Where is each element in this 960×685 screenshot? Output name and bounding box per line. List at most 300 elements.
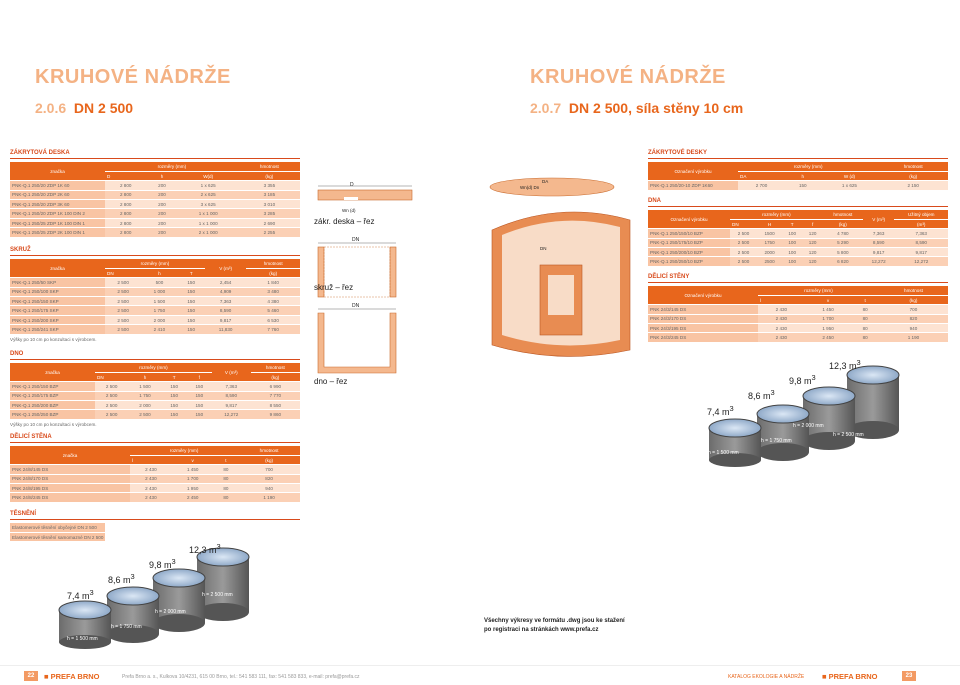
bottom-table [10, 363, 300, 420]
tank-volume-label: 8,6 $m^3$ [748, 388, 775, 401]
table-cell: 1 000 [141, 287, 177, 296]
table-cell: 2500 [757, 257, 782, 266]
col-DN: DN [95, 372, 128, 381]
table-cell: 820 [879, 314, 948, 323]
col-DN: DN [105, 268, 141, 277]
table-cell: 2 450 [172, 493, 214, 502]
cover-slab-outline [318, 190, 412, 200]
table-cell: 100 [782, 229, 802, 238]
ring-table [10, 259, 300, 335]
table-cell: 100 [782, 238, 802, 247]
table-cell: 2 500 [105, 287, 141, 296]
table-cell: 150 [187, 401, 212, 410]
iso-svg [480, 175, 640, 365]
table-cell: 2 500 [105, 325, 141, 334]
table-cell: 8,590 [205, 306, 246, 315]
dim-label-D: D [350, 182, 354, 188]
table-cell: 4,909 [205, 287, 246, 296]
table-cell: 7,363 [212, 382, 251, 391]
table-cell: 1 700 [805, 314, 852, 323]
table-row [10, 190, 300, 199]
table-cell: 80 [214, 474, 239, 483]
table-cell: 2 x 625 [178, 190, 239, 199]
col-Wd: W(d) [178, 171, 239, 180]
table-cell: 200 [146, 200, 177, 209]
table-cell: PNK-Q.1 250/150/10 BZP [648, 229, 730, 238]
table-row [648, 229, 948, 238]
table-cell: 1 x 625 [178, 181, 239, 190]
table-cell: 150 [162, 410, 187, 419]
bottom-section-label: dno – řez [314, 377, 348, 386]
tank-water [153, 569, 205, 587]
tank-water [59, 601, 111, 619]
table-cell: 12,272 [894, 257, 948, 266]
right-cover-slab-section [648, 150, 948, 191]
table-note: Výšky po 10 cm po konzultaci s výrobcem. [10, 421, 97, 427]
table-cell: 80 [214, 465, 239, 474]
table-cell: 2 150 [878, 181, 948, 190]
table-row [10, 465, 300, 474]
right-bottom-section [648, 198, 948, 267]
col-T: T [178, 268, 205, 277]
bottom-outline [318, 313, 396, 373]
left-subtitle-text: DN 2 500 [73, 100, 134, 116]
download-info-line1: Všechny výkresy ve formátu .dwg jsou ke stažení [484, 618, 625, 624]
table-cell: 1 840 [246, 278, 300, 287]
table-cell: PNK 24/3/195 DS [648, 324, 758, 333]
table-cell: PNK-Q.1 250/20-10 ZDP 1K60 [648, 181, 738, 190]
iso-label-dn: DN [540, 246, 547, 251]
tank-height-label: h = 1 750 mm [111, 624, 142, 630]
section-heading: DĚLICÍ STĚNY [648, 274, 690, 280]
table-cell: 100 [782, 248, 802, 257]
table-cell: 1 500 [141, 297, 177, 306]
table-cell: 2 500 [105, 306, 141, 315]
table-cell: 12,272 [212, 410, 251, 419]
table-cell: 4 780 [823, 229, 863, 238]
right-partition-table [648, 286, 948, 343]
table-row [10, 287, 300, 296]
table-cell: 120 [802, 248, 822, 257]
col-rozmery: rozměry (mm) [105, 162, 239, 171]
table-cell: PNK-Q.1 250/25 ZDP 1K 100 DIN 1 [10, 218, 105, 227]
dim-label-DN: DN [352, 237, 360, 243]
table-cell: 200 [146, 181, 177, 190]
right-subtitle-number: 2.0.7 [530, 100, 562, 116]
section-divider [10, 359, 300, 360]
table-cell: PNK-Q.1 250/20 ZDP 1K 60 [10, 181, 105, 190]
table-cell: 5 290 [823, 238, 863, 247]
section-divider [10, 158, 300, 159]
table-cell: 7 770 [251, 391, 300, 400]
table-cell: 2 500 [105, 278, 141, 287]
table-cell: PNK-Q.1 250/200 BZP [10, 401, 95, 410]
table-cell: 9,817 [863, 248, 895, 257]
col-rozmery: rozměry (mm) [758, 286, 879, 295]
table-cell: 8 550 [251, 401, 300, 410]
col-znacka: značka [10, 259, 105, 278]
col-hmotnost: hmotnost [879, 286, 948, 295]
table-cell: 1 450 [805, 305, 852, 314]
col-hmotnost: hmotnost [251, 363, 300, 372]
table-cell: 7,363 [863, 229, 895, 238]
table-cell: 2 500 [730, 238, 757, 247]
table-cell: 2 x 1 000 [178, 228, 239, 237]
cover-slab-table [10, 162, 300, 238]
seal-item: Elastomerové těsnění samomazné DN 2 500 [10, 532, 105, 541]
table-cell: 2 800 [105, 190, 146, 199]
cover-opening [344, 197, 358, 200]
footer-divider [0, 665, 960, 666]
left-seal-section [10, 511, 300, 542]
table-cell: 4 380 [246, 297, 300, 306]
table-cell: 2 800 [105, 209, 146, 218]
table-row [10, 493, 300, 502]
page-number-right: 23 [902, 671, 916, 681]
table-cell: 6 820 [823, 257, 863, 266]
table-cell: 1 x 1 000 [178, 209, 239, 218]
footer-contact: Prefa Brno a. s., Kulkova 10/4231, 615 00 Brno, tel.: 541 583 111, fax: 541 583 833, e-mail: prefa@prefa.cz [122, 674, 360, 680]
table-cell: 2 500 [95, 401, 128, 410]
table-cell: 700 [879, 305, 948, 314]
tank-water [709, 419, 761, 437]
table-cell: PNK-Q.1 250/150 BZP [10, 382, 95, 391]
table-cell: 12,272 [863, 257, 895, 266]
left-subtitle-number: 2.0.6 [35, 100, 67, 116]
table-cell: PNK-Q.1 250/175/10 BZP [648, 238, 730, 247]
table-row [648, 257, 948, 266]
table-cell: 150 [187, 382, 212, 391]
table-cell: 100 [782, 257, 802, 266]
dim-label-DN: DN [352, 303, 360, 309]
section-heading: DNO [10, 351, 24, 357]
table-cell: 7 760 [246, 325, 300, 334]
table-cell: 80 [851, 324, 879, 333]
table-cell: 1 x 1 000 [178, 218, 239, 227]
table-cell: 80 [851, 314, 879, 323]
table-cell: 9,817 [212, 401, 251, 410]
col-kg: (kg) [246, 268, 300, 277]
col-T: T [782, 219, 802, 228]
table-cell: PNK-Q.1 250/150 SKP [10, 297, 105, 306]
tank-volume-label: 7,4 $m^3$ [707, 404, 734, 417]
table-cell: 150 [187, 391, 212, 400]
table-cell: 2000 [757, 248, 782, 257]
logo-mark-icon: ■ [822, 672, 829, 681]
table-cell: PNK-Q.1 250/200/10 BZP [648, 248, 730, 257]
table-cell: 2 000 [128, 401, 161, 410]
table-cell: PNK-Q.1 250/175 BZP [10, 391, 95, 400]
tank-height-label: h = 2 500 mm [202, 592, 233, 598]
col-rozmery: rozměry (mm) [95, 363, 212, 372]
col-rozmery: rozměry (mm) [130, 446, 238, 455]
table-cell: 80 [851, 305, 879, 314]
ring-section-label: skruž – řez [314, 283, 354, 292]
table-cell: 150 [162, 391, 187, 400]
col-hmotnost: hmotnost [823, 210, 863, 219]
section-heading: ZÁKRYTOVÁ DESKA [10, 150, 70, 156]
col-rozmery: rozměry (mm) [105, 259, 205, 268]
table-cell: 80 [851, 333, 879, 342]
table-cell: 150 [178, 306, 205, 315]
table-cell: 2 700 [738, 181, 785, 190]
table-cell: 3 355 [239, 181, 300, 190]
tank-volume-label: 9,8 $m^3$ [789, 373, 816, 386]
table-cell: 700 [238, 465, 300, 474]
col-f: f [802, 219, 822, 228]
table-cell: 7,363 [205, 297, 246, 306]
table-cell: 150 [178, 287, 205, 296]
col-v: v [805, 295, 852, 304]
col-hmotnost: hmotnost [239, 162, 300, 171]
table-cell: 2 430 [758, 305, 805, 314]
col-h: h [146, 171, 177, 180]
table-cell: 1 500 [128, 382, 161, 391]
table-cell: 1 750 [141, 306, 177, 315]
table-cell: 120 [802, 257, 822, 266]
table-row [648, 314, 948, 323]
table-cell: 2 255 [239, 228, 300, 237]
table-cell: 2 430 [130, 474, 172, 483]
table-cell: 2 430 [758, 324, 805, 333]
table-cell: 1 190 [238, 493, 300, 502]
download-info-line2: po registraci na stránkách www.prefa.cz [484, 627, 599, 633]
left-bottom-section [10, 351, 300, 427]
company-logo-left: ■ PREFA BRNO [44, 672, 100, 681]
col-rozmery: rozměry (mm) [730, 210, 823, 219]
section-divider [648, 206, 948, 207]
isometric-tank-drawing [480, 175, 640, 365]
table-cell: 940 [879, 324, 948, 333]
table-row [10, 382, 300, 391]
table-row [10, 391, 300, 400]
section-divider [648, 282, 948, 283]
table-cell: 150 [178, 297, 205, 306]
table-cell: PNK-Q.1 250/175 SKP [10, 306, 105, 315]
dim-label-Wd: Wn (d) [342, 208, 356, 213]
table-cell: 2 500 [730, 257, 757, 266]
table-cell: 2 430 [758, 314, 805, 323]
col-volume: V (m³) [205, 259, 246, 278]
table-cell: 1 700 [172, 474, 214, 483]
table-row [10, 200, 300, 209]
table-cell: 2 430 [130, 484, 172, 493]
tank-water [107, 587, 159, 605]
table-cell: 150 [162, 401, 187, 410]
table-cell: 2 800 [105, 218, 146, 227]
table-cell: 1 450 [172, 465, 214, 474]
table-row [10, 315, 300, 324]
table-row [10, 325, 300, 334]
table-cell: 3 185 [239, 190, 300, 199]
table-cell: 150 [187, 410, 212, 419]
section-divider [648, 158, 948, 159]
right-tank-illustration [705, 358, 905, 468]
col-h: h [128, 372, 161, 381]
table-cell: 2 450 [805, 333, 852, 342]
table-cell: PNK-Q.1 250/20 ZDP 3K 60 [10, 200, 105, 209]
col-hmotnost: hmotnost [878, 162, 948, 171]
tank-height-label: h = 1 750 mm [761, 438, 792, 444]
table-cell: 2 000 [141, 315, 177, 324]
partition-table [10, 446, 300, 503]
col-DN: DN [730, 219, 757, 228]
table-row [10, 306, 300, 315]
iso-partition-opening [548, 275, 574, 315]
right-subtitle-text: DN 2 500, síla stěny 10 cm [568, 100, 744, 116]
table-cell: PNK 24/8/170 DS [10, 474, 130, 483]
table-row [10, 278, 300, 287]
col-f: f [187, 372, 212, 381]
table-row [648, 248, 948, 257]
section-heading: ZÁKRYTOVÉ DESKY [648, 150, 708, 156]
table-cell: PNK 24/8/195 DS [10, 484, 130, 493]
col-volume: V (m³) [212, 363, 251, 382]
table-cell: 2 500 [730, 229, 757, 238]
col-hmotnost: hmotnost [238, 446, 300, 455]
table-cell: 3 x 625 [178, 200, 239, 209]
col-oznaceni: Označení výrobku [648, 210, 730, 229]
table-cell: 1 190 [879, 333, 948, 342]
right-page-title: KRUHOVÉ NÁDRŽE [530, 66, 726, 88]
cross-section-drawings [300, 175, 420, 405]
col-v: v [172, 455, 214, 464]
col-Wd: W (d) [821, 171, 879, 180]
table-cell: 3 285 [239, 209, 300, 218]
left-partition-section [10, 434, 300, 503]
table-cell: PNK-Q.1 250/20 ZDP 2K 60 [10, 190, 105, 199]
table-cell: 2,454 [205, 278, 246, 287]
table-cell: 1 950 [172, 484, 214, 493]
table-cell: 8,590 [863, 238, 895, 247]
table-cell: PNK 24/3/145 DS [648, 305, 758, 314]
table-cell: 120 [802, 238, 822, 247]
tank-base [153, 614, 205, 632]
col-D: D [105, 171, 146, 180]
tank-volume-label: 12,3 $m^3$ [829, 358, 861, 371]
col-znacka: značka [10, 162, 105, 181]
table-cell: 150 [785, 181, 820, 190]
company-logo-right: ■ PREFA BRNO [822, 672, 878, 681]
col-oznaceni: Označení výrobku [648, 162, 738, 181]
right-page-subtitle [530, 100, 743, 116]
col-l: l [130, 455, 172, 464]
col-kg: (kg) [878, 171, 948, 180]
table-row [10, 484, 300, 493]
table-cell: 9 860 [251, 410, 300, 419]
section-divider [10, 255, 300, 256]
catalog-name: KATALOG EKOLOGIE A NÁDRŽE [728, 674, 805, 680]
table-cell: 150 [162, 382, 187, 391]
tank-volume-label: 12,3 $m^3$ [189, 542, 221, 555]
table-cell: 2 410 [141, 325, 177, 334]
table-row [10, 297, 300, 306]
left-page-title: KRUHOVÉ NÁDRŽE [35, 66, 231, 88]
table-cell: 1 750 [128, 391, 161, 400]
tank-volume-label: 7,4 $m^3$ [67, 588, 94, 601]
table-cell: 500 [141, 278, 177, 287]
table-row [10, 218, 300, 227]
table-cell: 7,363 [894, 229, 948, 238]
table-row [10, 209, 300, 218]
section-heading: DĚLICÍ STĚNA [10, 434, 52, 440]
iso-label-wd: Wn(d) Dn [520, 185, 540, 190]
table-row [648, 181, 948, 190]
col-kg: (kg) [879, 295, 948, 304]
tank-height-label: h = 2 000 mm [793, 423, 824, 429]
table-cell: PNK-Q.1 250/25 ZDP 2K 100 DIN 1 [10, 228, 105, 237]
table-cell: 940 [238, 484, 300, 493]
col-H: H [757, 219, 782, 228]
iso-label-da: DA [542, 179, 549, 184]
table-cell: 2 430 [758, 333, 805, 342]
col-rozmery: rozměry (mm) [738, 162, 878, 171]
col-kg: (kg) [251, 372, 300, 381]
table-cell: 1500 [757, 229, 782, 238]
section-divider [10, 519, 300, 520]
col-kg: (kg) [238, 455, 300, 464]
col-h: h [785, 171, 820, 180]
col-usable-unit: (m³) [894, 219, 948, 228]
table-cell: 2 500 [95, 382, 128, 391]
table-row [10, 228, 300, 237]
col-kg: (kg) [239, 171, 300, 180]
table-cell: 6 530 [246, 315, 300, 324]
col-usable: Užitný objem [894, 210, 948, 219]
seal-item: Elastomerové těsnění obyčejné DN 2 500 [10, 523, 105, 532]
table-cell: PNK-Q.1 250/250 BZP [10, 410, 95, 419]
table-cell: 80 [214, 493, 239, 502]
table-cell: PNK-Q.1 250/250/10 BZP [648, 257, 730, 266]
table-cell: 3 010 [239, 200, 300, 209]
tank-height-label: h = 2 000 mm [155, 609, 186, 615]
table-cell: 200 [146, 228, 177, 237]
iso-cover-slab [490, 178, 614, 196]
table-cell: PNK-Q.1 250/100 SKP [10, 287, 105, 296]
table-row [10, 474, 300, 483]
table-cell: PNK-Q.1 250/50 SKP [10, 278, 105, 287]
table-cell: 8,590 [894, 238, 948, 247]
table-cell: 2 500 [105, 315, 141, 324]
table-row [648, 238, 948, 247]
table-row [10, 181, 300, 190]
tank-water [757, 405, 809, 423]
table-cell: 2 690 [239, 218, 300, 227]
table-cell: PNK 24/3/245 DS [648, 333, 758, 342]
left-cover-slab-section [10, 150, 300, 238]
table-cell: 2 500 [105, 297, 141, 306]
page-number-left: 22 [24, 671, 38, 681]
col-oznaceni: Označení výrobku [648, 286, 758, 305]
table-cell: PNK-Q.1 250/241 SKP [10, 325, 105, 334]
tank-base [757, 443, 809, 461]
table-cell: 2 800 [105, 181, 146, 190]
table-cell: 1750 [757, 238, 782, 247]
tank-water [803, 387, 855, 405]
section-heading: SKRUŽ [10, 247, 31, 253]
table-cell: 1 950 [805, 324, 852, 333]
table-cell: 5 800 [823, 248, 863, 257]
table-cell: 8,590 [212, 391, 251, 400]
table-cell: PNK-Q.1 250/20 ZDP 1K 100 DIN 2 [10, 209, 105, 218]
cover-section-label: zákr. deska – řez [314, 217, 375, 226]
table-cell: PNK 24/8/245 DS [10, 493, 130, 502]
left-tank-illustration [55, 540, 255, 650]
section-divider [10, 442, 300, 443]
table-cell: 6 990 [251, 382, 300, 391]
section-heading: DNA [648, 198, 661, 204]
tank-volume-label: 9,8 $m^3$ [149, 557, 176, 570]
